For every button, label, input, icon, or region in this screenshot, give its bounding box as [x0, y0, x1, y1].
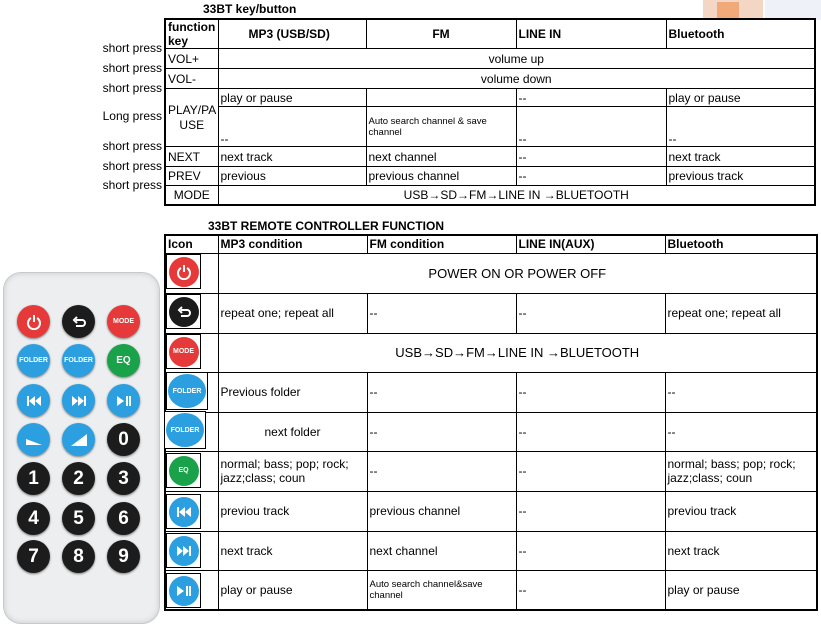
header-cell: Bluetooth — [666, 19, 815, 49]
remote-digit-1: 1 — [17, 462, 50, 495]
cell: -- — [666, 107, 815, 147]
cell: next track — [218, 147, 366, 167]
cell: -- — [516, 570, 665, 610]
cell: -- — [665, 372, 817, 412]
cell: repeat one; repeat all — [218, 293, 367, 333]
remote-table-header — [165, 235, 817, 253]
mode-icon — [166, 334, 201, 369]
folder-plus-label: FOLDER — [166, 413, 204, 447]
header-cell: FM condition — [367, 235, 516, 253]
cell: -- — [516, 412, 665, 451]
remote-digit-7: 7 — [17, 540, 50, 573]
remote-digit-2: 2 — [62, 462, 95, 495]
press-label: short press — [102, 139, 162, 153]
key-cell: PREV — [165, 167, 218, 186]
cell: previous — [218, 167, 366, 186]
header-cell: function key — [165, 19, 218, 49]
cell: normal; bass; pop; rock; jazz;class; coun — [218, 451, 367, 491]
cell: -- — [516, 89, 666, 107]
folder-minus-icon — [166, 372, 208, 410]
table-row — [165, 412, 817, 451]
table-row — [165, 69, 815, 89]
header-cell: Icon — [165, 235, 218, 253]
cell: -- — [367, 451, 516, 491]
remote-digit-4: 4 — [17, 502, 50, 535]
remote-digit-5: 5 — [62, 502, 95, 535]
header-cell: LINE IN — [516, 19, 666, 49]
header-cell: FM — [366, 19, 516, 49]
previous-track-icon — [166, 494, 201, 529]
table-row — [165, 333, 817, 372]
remote-power-icon — [17, 305, 50, 338]
cell: play or pause — [666, 89, 815, 107]
cell: -- — [665, 412, 817, 451]
cell: play or pause — [218, 89, 366, 107]
cell: previou track — [665, 491, 817, 531]
remote-folder-plus-button: FOLDER — [62, 344, 95, 377]
cell: Previous folder — [218, 372, 367, 412]
cell: next track — [665, 531, 817, 570]
key-table — [164, 18, 816, 206]
table-row — [165, 451, 817, 491]
key-cell: MODE — [165, 186, 218, 205]
remote-table — [164, 234, 818, 611]
remote-digit-6: 6 — [107, 502, 140, 535]
table-row — [165, 186, 815, 205]
cell: -- — [516, 167, 666, 186]
key-cell: VOL- — [165, 69, 218, 89]
press-label: Long press — [102, 109, 162, 123]
remote-volume-down-icon — [17, 423, 50, 456]
mode-icon-label: MODE — [169, 337, 199, 367]
press-label: short press — [102, 159, 162, 173]
remote-digit-8: 8 — [62, 540, 95, 573]
play-pause-icon — [166, 573, 201, 608]
remote-digit-0: 0 — [107, 423, 140, 456]
cell: next track — [666, 147, 815, 167]
remote-next-icon — [62, 384, 95, 417]
cell: -- — [516, 372, 665, 412]
cell: previous channel — [366, 167, 516, 186]
key-cell: PLAY/PA USE — [165, 89, 218, 147]
cell: previous channel — [367, 491, 516, 531]
remote-digit-3: 3 — [107, 462, 140, 495]
cell: previou track — [218, 491, 367, 531]
span-cell: USB→SD→FM→LINE IN →BLUETOOTH — [218, 186, 815, 205]
remote-repeat-icon — [62, 305, 95, 338]
next-track-icon — [166, 533, 201, 568]
cell: -- — [516, 451, 665, 491]
folder-minus-label: FOLDER — [168, 374, 206, 408]
cell: normal; bass; pop; rock; jazz;class; coun — [665, 451, 817, 491]
cell: -- — [516, 491, 665, 531]
cell: -- — [367, 372, 516, 412]
remote-prev-icon — [17, 384, 50, 417]
cell — [366, 89, 516, 107]
press-label: short press — [102, 41, 162, 55]
eq-icon-label: EQ — [169, 456, 199, 486]
cell: play or pause — [665, 570, 817, 610]
watermark-logo — [703, 0, 821, 20]
table-row — [165, 167, 815, 186]
header-cell: MP3 condition — [218, 235, 367, 253]
cell: -- — [367, 293, 516, 333]
cell: -- — [516, 107, 666, 147]
table-row — [165, 293, 817, 333]
header-cell: MP3 (USB/SD) — [218, 19, 366, 49]
cell: -- — [516, 531, 665, 570]
remote-play-pause-icon — [107, 384, 140, 417]
remote-folder-minus-button: FOLDER — [17, 344, 50, 377]
span-cell: USB→SD→FM→LINE IN →BLUETOOTH — [218, 333, 817, 372]
span-cell: POWER ON OR POWER OFF — [218, 253, 817, 293]
key-table-title: 33BT key/button — [203, 2, 297, 16]
press-label: short press — [102, 178, 162, 192]
remote-digit-9: 9 — [107, 540, 140, 573]
span-cell: volume up — [218, 49, 815, 69]
table-row — [165, 49, 815, 69]
table-row — [165, 372, 817, 412]
press-label: short press — [102, 61, 162, 75]
table-row — [165, 491, 817, 531]
cell: previous track — [666, 167, 815, 186]
cell: repeat one; repeat all — [665, 293, 817, 333]
header-cell: Bluetooth — [665, 235, 817, 253]
table-row — [165, 89, 815, 107]
table-row — [165, 570, 817, 610]
cell: -- — [516, 147, 666, 167]
remote-eq-button: EQ — [107, 344, 140, 377]
cell: -- — [516, 293, 665, 333]
cell: -- — [218, 107, 366, 147]
cell: -- — [367, 412, 516, 451]
table-row — [165, 253, 817, 293]
cell: next track — [218, 531, 367, 570]
table-row — [165, 147, 815, 167]
power-icon — [166, 254, 201, 289]
repeat-icon — [166, 294, 201, 329]
cell: next folder — [218, 412, 367, 451]
remote-volume-up-icon — [62, 423, 95, 456]
key-cell: VOL+ — [165, 49, 218, 69]
cell: Auto search channel & save channel — [366, 107, 516, 147]
remote-mode-button: MODE — [107, 305, 140, 338]
eq-icon — [166, 453, 201, 488]
table-row — [165, 107, 815, 147]
header-cell: LINE IN(AUX) — [516, 235, 665, 253]
span-cell: volume down — [218, 69, 815, 89]
press-label: short press — [102, 81, 162, 95]
remote-control-image — [3, 272, 160, 624]
cell: Auto search channel&save channel — [367, 570, 516, 610]
key-table-header — [165, 19, 815, 49]
cell: next channel — [367, 531, 516, 570]
key-cell: NEXT — [165, 147, 218, 167]
cell: play or pause — [218, 570, 367, 610]
table-row — [165, 531, 817, 570]
remote-table-title: 33BT REMOTE CONTROLLER FUNCTION — [208, 219, 444, 233]
folder-plus-icon — [164, 411, 206, 449]
cell: next channel — [366, 147, 516, 167]
